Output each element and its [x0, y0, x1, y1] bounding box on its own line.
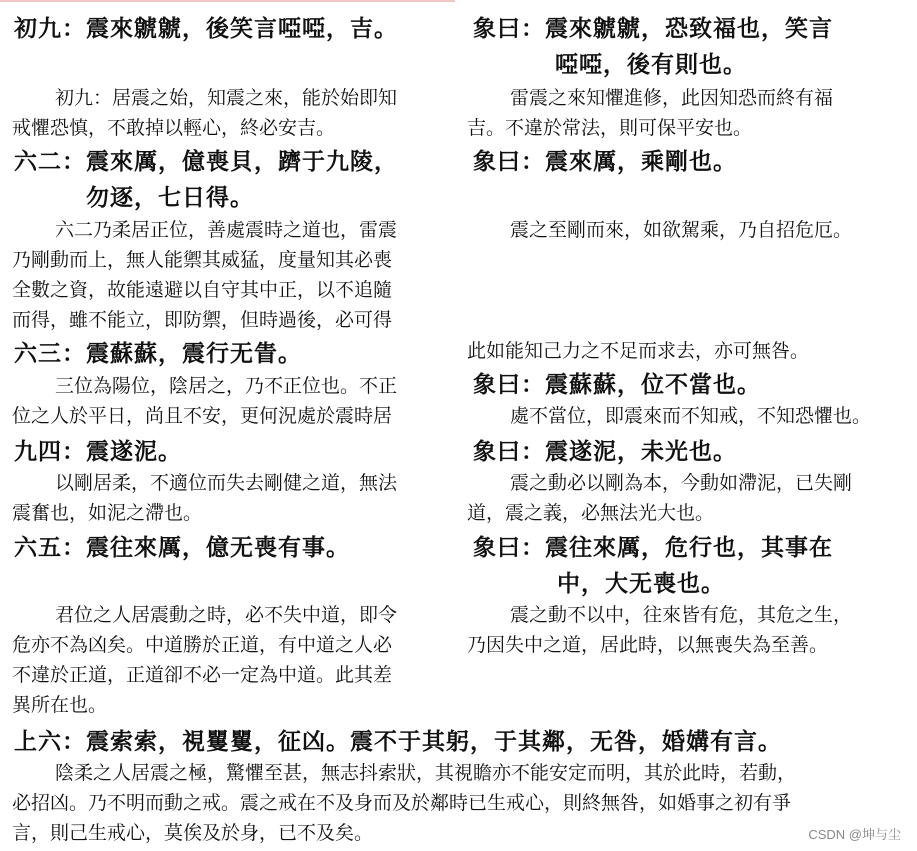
xiang1-heading-2: 啞啞，後有則也。 [555, 51, 747, 78]
xiang5-heading-2: 中，大无喪也。 [557, 570, 725, 597]
jiusi-heading: 九四：震遂泥。 [14, 438, 182, 465]
liuer-heading-1: 六二：震來厲，億喪貝，躋于九陵， [14, 148, 398, 175]
xiang5-body-1: 震之動不以中，往來皆有危，其危之生， [510, 604, 853, 626]
liuer-body-2: 乃剛動而上，無人能禦其威猛，度量知其必喪 [12, 249, 393, 271]
liuwu-body-4: 異所在也。 [12, 694, 108, 716]
xiang4-heading: 象曰：震遂泥，未光也。 [473, 438, 737, 465]
jiusi-body-2: 震奮也，如泥之滯也。 [12, 502, 203, 524]
xiang1-heading-1: 象曰：震來虩虩，恐致福也，笑言 [473, 15, 833, 42]
watermark: CSDN @坤与尘 [808, 827, 901, 842]
xiang4-body-2: 道，震之義，必無法光大也。 [467, 502, 715, 524]
liusan-body-2: 位之人於平日，尚且不安，更何況處於震時居 [12, 405, 393, 427]
liuwu-body-2: 危亦不為凶矣。中道勝於正道，有中道之人必 [12, 634, 393, 656]
shangliu-body-2: 必招凶。乃不明而動之戒。震之戒在不及身而及於鄰時已生戒心，則終無咎，如婚事之初有爭 [12, 792, 792, 814]
chujiu-heading: 初九：震來虩虩，後笑言啞啞，吉。 [14, 15, 398, 42]
liuwu-heading: 六五：震往來厲，億无喪有事。 [14, 534, 350, 561]
xiang3-heading: 象曰：震蘇蘇，位不當也。 [473, 371, 761, 398]
shangliu-heading: 上六：震索索，視矍矍，征凶。震不于其躬，于其鄰，无咎，婚媾有言。 [14, 728, 782, 755]
top-accent-bar [0, 0, 455, 2]
liusan-body-1: 三位為陽位，陰居之，乃不正位也。不正 [55, 375, 398, 397]
liuer-body-1: 六二乃柔居正位，善處震時之道也，雷震 [55, 219, 398, 241]
jiusi-body-1: 以剛居柔，不適位而失去剛健之道，無法 [55, 472, 398, 494]
liuer-body-3: 全數之資，故能遠避以自守其中正，以不追隨 [12, 279, 393, 301]
chujiu-body-1: 初九：居震之始，知震之來，能於始即知 [55, 87, 398, 109]
liusan-continuation: 此如能知己力之不足而求去，亦可無咎。 [467, 340, 810, 362]
xiang1-body-1: 雷震之來知懼進修，此因知恐而終有福 [510, 87, 834, 109]
liuwu-body-1: 君位之人居震動之時，必不失中道，即令 [55, 604, 398, 626]
liuer-heading-2: 勿逐，七日得。 [86, 184, 254, 211]
liusan-heading: 六三：震蘇蘇，震行无眚。 [14, 340, 302, 367]
liuwu-body-3: 不違於正道，正道卻不必一定為中道。此其差 [12, 664, 393, 686]
xiang5-heading-1: 象曰：震往來厲，危行也，其事在 [473, 534, 833, 561]
xiang1-body-2: 吉。不違於常法，則可保平安也。 [467, 117, 753, 139]
shangliu-body-3: 言，則己生戒心，莫俟及於身，已不及矣。 [12, 822, 374, 844]
liuer-body-4: 而得，雖不能立，即防禦，但時過後，必可得 [12, 309, 393, 331]
xiang4-body-1: 震之動必以剛為本，今動如滯泥，已失剛 [510, 472, 853, 494]
xiang2-body-1: 震之至剛而來，如欲駕乘，乃自招危厄。 [510, 219, 853, 241]
chujiu-body-2: 戒懼恐慎，不敢掉以輕心，終必安吉。 [12, 117, 336, 139]
xiang5-body-2: 乃因失中之道，居此時，以無喪失為至善。 [467, 634, 829, 656]
xiang3-body-1: 處不當位，即震來而不知戒，不知恐懼也。 [510, 405, 872, 427]
shangliu-body-1: 陰柔之人居震之極，驚懼至甚，無志抖索狀，其視瞻亦不能安定而明，其於此時，若動， [55, 762, 797, 784]
xiang2-heading: 象曰：震來厲，乘剛也。 [473, 148, 737, 175]
